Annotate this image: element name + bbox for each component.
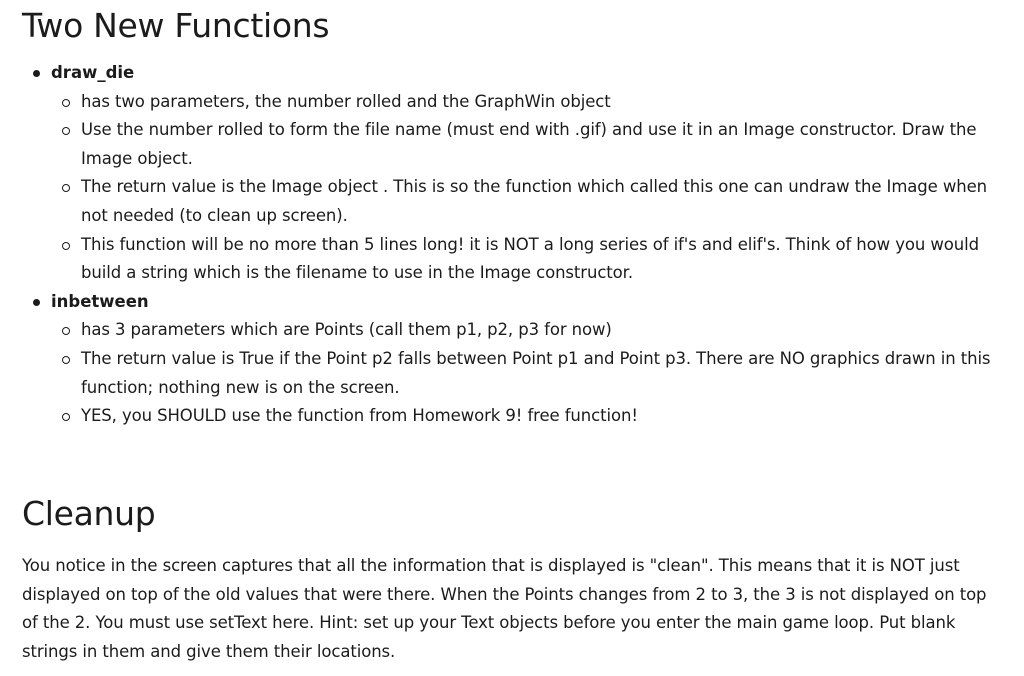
hollow-bullet-icon xyxy=(62,99,70,107)
inbetween-details xyxy=(51,316,1012,430)
list-item xyxy=(51,88,1012,117)
list-item-draw-die xyxy=(22,59,1012,288)
list-item xyxy=(51,173,1012,230)
section-heading-cleanup: Cleanup xyxy=(22,494,156,533)
list-item-text: has 3 parameters which are Points (call them p1, p2, p3 for now) xyxy=(81,320,612,340)
list-item-text: This function will be no more than 5 lines long! it is NOT a long series of if's and elif's. Think of how you would build a string which is the filename to use in the Image constructor. xyxy=(81,234,979,283)
function-list xyxy=(22,59,1012,431)
hollow-bullet-icon xyxy=(62,184,70,192)
hollow-bullet-icon xyxy=(62,413,70,421)
list-item xyxy=(51,231,1012,288)
hollow-bullet-icon xyxy=(62,356,70,364)
list-item-text: has two parameters, the number rolled and the GraphWin object xyxy=(81,91,611,111)
hollow-bullet-icon xyxy=(62,327,70,335)
list-item-inbetween xyxy=(22,288,1012,431)
list-item-text: YES, you SHOULD use the function from Homework 9! free function! xyxy=(81,406,638,426)
list-item-text: The return value is True if the Point p2 falls between Point p1 and Point p3. There are NO graphics drawn in this function; nothing new is on the screen. xyxy=(81,348,991,397)
hollow-bullet-icon xyxy=(62,242,70,250)
section-heading-functions: Two New Functions xyxy=(22,6,330,45)
draw-die-details xyxy=(51,88,1012,288)
list-item xyxy=(51,402,1012,431)
list-item-text: Use the number rolled to form the file name (must end with .gif) and use it in an Image constructor. Draw the Image object. xyxy=(81,120,977,168)
function-name: draw_die xyxy=(51,63,135,82)
bullet-icon xyxy=(33,70,40,77)
cleanup-paragraph: You notice in the screen captures that all the information that is displayed is "clean". This means that it is NOT just displayed on top of the old values that were there. When the Points changes from 2 to 3, the 3 is not displayed on top of the 2. You must use setText here. Hint: set up your Text objects before you enter the main game loop. Put blank strings in them and give them their locations. xyxy=(22,556,987,662)
list-item xyxy=(51,316,1012,345)
hollow-bullet-icon xyxy=(62,127,70,135)
bullet-icon xyxy=(33,299,40,306)
list-item xyxy=(51,345,1012,402)
function-name: inbetween xyxy=(51,291,149,311)
list-item-text: The return value is the Image object . This is so the function which called this one can undraw the Image when not needed (to clean up screen). xyxy=(81,177,988,225)
list-item xyxy=(51,116,1012,173)
